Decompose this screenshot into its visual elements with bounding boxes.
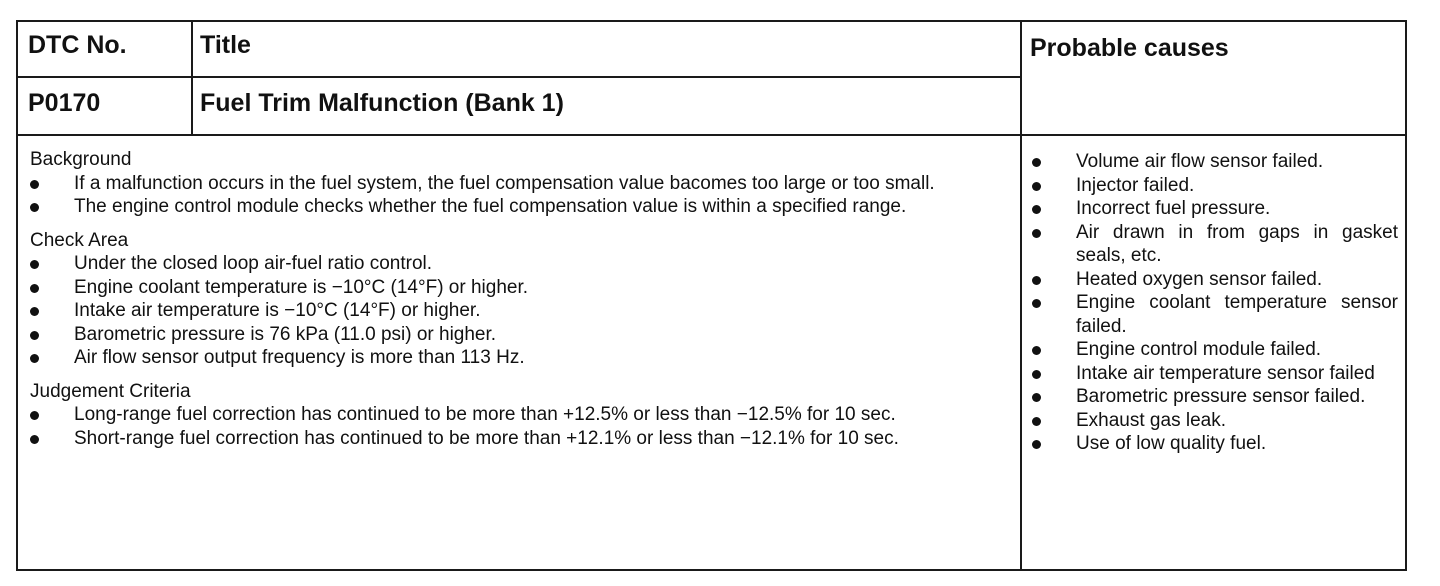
check-area-section	[30, 229, 1022, 370]
bullet-icon	[1032, 393, 1041, 402]
details-body	[30, 148, 1022, 460]
col-causes-header: Probable causes	[1030, 34, 1229, 62]
cause-item: Engine coolant temperature sensor failed.	[1032, 291, 1398, 338]
bullet-icon	[1032, 229, 1041, 238]
list-item: If a malfunction occurs in the fuel system, the fuel compensation value bacomes too large or too small.	[30, 172, 1022, 196]
hline-body	[18, 134, 1407, 136]
list-item: The engine control module checks whether the fuel compensation value is within a specified range.	[30, 195, 1022, 219]
bullet-icon	[30, 307, 39, 316]
dtc-code: P0170	[28, 89, 101, 117]
background-heading: Background	[30, 149, 132, 170]
judgement-heading: Judgement Criteria	[30, 380, 191, 402]
bullet-icon	[30, 284, 39, 293]
dtc-title: Fuel Trim Malfunction (Bank 1)	[200, 89, 564, 117]
cause-item: Intake air temperature sensor failed	[1032, 362, 1398, 386]
bullet-icon	[1032, 182, 1041, 191]
bullet-icon	[30, 331, 39, 340]
dtc-table	[16, 20, 1407, 571]
list-item: Air flow sensor output frequency is more than 113 Hz.	[30, 346, 1022, 370]
bullet-icon	[30, 435, 39, 444]
cause-item: Incorrect fuel pressure.	[1032, 197, 1398, 221]
cause-item: Volume air flow sensor failed.	[1032, 150, 1398, 174]
vline-dtc-title	[191, 22, 193, 135]
list-item: Long-range fuel correction has continued to be more than +12.5% or less than −12.5% for 10 sec.	[30, 403, 1022, 427]
bullet-icon	[30, 203, 39, 212]
cause-item: Heated oxygen sensor failed.	[1032, 268, 1398, 292]
cause-item: Engine control module failed.	[1032, 338, 1398, 362]
list-item: Under the closed loop air-fuel ratio control.	[30, 252, 1022, 276]
list-item: Engine coolant temperature is −10°C (14°F) or higher.	[30, 276, 1022, 300]
bullet-icon	[30, 411, 39, 420]
cause-item: Use of low quality fuel.	[1032, 432, 1398, 456]
list-item: Intake air temperature is −10°C (14°F) or higher.	[30, 299, 1022, 323]
bullet-icon	[30, 354, 39, 363]
list-item: Barometric pressure is 76 kPa (11.0 psi) or higher.	[30, 323, 1022, 347]
bullet-icon	[1032, 158, 1041, 167]
bullet-icon	[1032, 417, 1041, 426]
bullet-icon	[1032, 276, 1041, 285]
hline-header	[18, 76, 1020, 78]
cause-item: Injector failed.	[1032, 174, 1398, 198]
bullet-icon	[1032, 299, 1041, 308]
col-dtc-header: DTC No.	[28, 31, 127, 59]
bullet-icon	[30, 180, 39, 189]
bullet-icon	[1032, 440, 1041, 449]
cause-item: Air drawn in from gaps in gasket seals, etc.	[1032, 221, 1398, 268]
judgement-section	[30, 380, 1022, 451]
bullet-icon	[1032, 205, 1041, 214]
causes-list	[1032, 150, 1398, 456]
cause-item: Exhaust gas leak.	[1032, 409, 1398, 433]
bullet-icon	[30, 260, 39, 269]
col-title-header: Title	[200, 31, 251, 59]
bullet-icon	[1032, 370, 1041, 379]
cause-item: Barometric pressure sensor failed.	[1032, 385, 1398, 409]
bullet-icon	[1032, 346, 1041, 355]
background-section	[30, 148, 1022, 219]
check-area-heading: Check Area	[30, 229, 129, 251]
list-item: Short-range fuel correction has continued to be more than +12.1% or less than −12.1% for 10 sec.	[30, 427, 1022, 451]
